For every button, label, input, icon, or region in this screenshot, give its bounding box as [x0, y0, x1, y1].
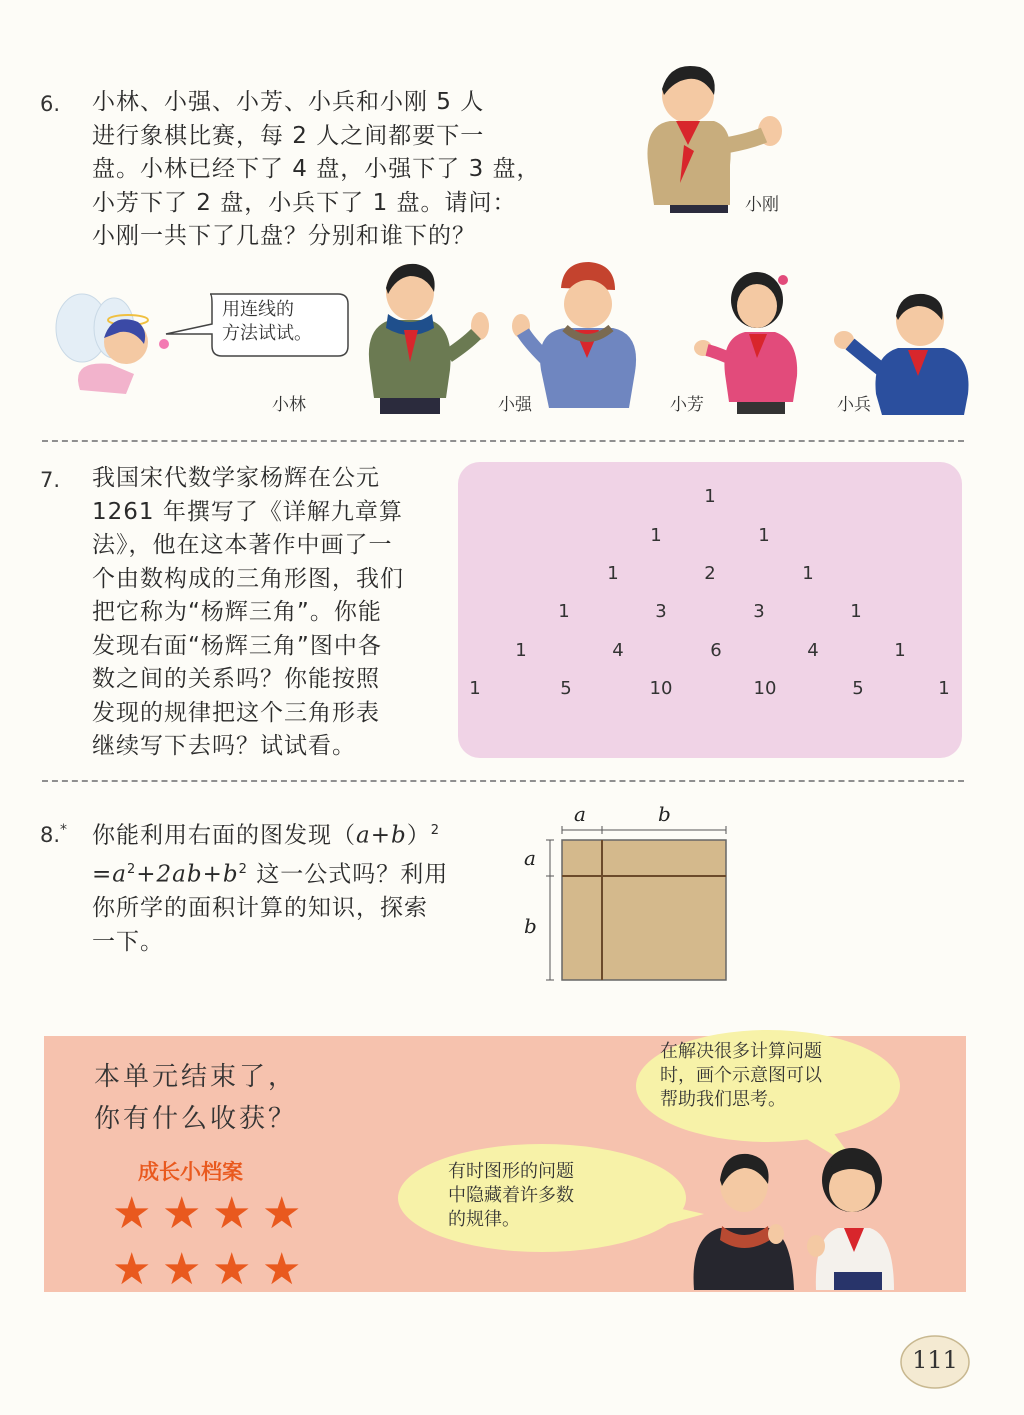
- triangle-number: 1: [607, 563, 619, 584]
- summary-title-line: 你有什么收获？: [94, 1104, 298, 1134]
- star-icon: ★: [262, 1244, 302, 1295]
- triangle-number: 1: [758, 525, 770, 546]
- question-8-number: [40, 822, 67, 847]
- triangle-number: 1: [650, 525, 662, 546]
- q6-line: 小芳下了 2 盘，小兵下了 1 盘。请问：: [92, 189, 517, 216]
- bubble-line: 有时图形的问题: [448, 1161, 574, 1182]
- triangle-number: 5: [560, 678, 572, 699]
- question-7-text: [92, 462, 404, 764]
- q7-line: 发现的规律把这个三角形表: [92, 699, 380, 726]
- q8-text-part: ）: [406, 822, 431, 849]
- triangle-number: 3: [655, 601, 667, 622]
- q8-line-2: [92, 853, 448, 892]
- question-8-text: [92, 814, 448, 959]
- diagram-label-left-a: a: [524, 846, 536, 870]
- q8-text-part: 这一公式吗？利用: [247, 861, 449, 888]
- q8-line-3: 你所学的面积计算的知识，探索: [92, 895, 428, 922]
- bubble-line: 的规律。: [448, 1209, 520, 1230]
- q8-expression: a+b: [356, 822, 407, 849]
- q8-line-4: 一下。: [92, 928, 164, 955]
- q7-line: 继续写下去吗？试试看。: [92, 733, 356, 759]
- hint-bubble-text: [222, 298, 312, 346]
- triangle-number: 1: [558, 601, 570, 622]
- q6-line: 小刚一共下了几盘？分别和谁下的？: [92, 223, 476, 249]
- star-icon: ★: [112, 1188, 152, 1239]
- speech-bubble-left-text: [448, 1160, 574, 1232]
- q7-line: 数之间的关系吗？你能按照: [92, 666, 380, 692]
- name-label-xiaolin: 小林: [272, 395, 306, 415]
- triangle-number: 3: [753, 601, 765, 622]
- q8-formula-part: =a: [92, 861, 127, 888]
- q7-line: 把它称为“杨辉三角”。你能: [92, 599, 382, 625]
- star-icon: ★: [212, 1244, 252, 1295]
- yanghui-triangle-panel: [458, 462, 962, 758]
- hint-line: 方法试试。: [222, 323, 312, 344]
- page-number: 111: [912, 1346, 958, 1374]
- triangle-number: 6: [710, 640, 722, 661]
- q6-line: 小林、小强、小芳、小兵和小刚 5 人: [92, 89, 485, 115]
- triangle-number: 5: [852, 678, 864, 699]
- q8-exponent: 2: [430, 823, 440, 838]
- triangle-number: 1: [469, 678, 481, 699]
- q7-line: 法》，他在这本著作中画了一: [92, 532, 393, 558]
- question-7-number: 7.: [40, 468, 61, 492]
- q6-line: 盘。小林已经下了 4 盘，小强下了 3 盘，: [92, 156, 541, 182]
- q8-text-part: 你能利用右面的图发现（: [92, 822, 356, 849]
- triangle-number: 4: [807, 640, 819, 661]
- divider-1: [42, 440, 964, 442]
- fairy-illustration: [30, 290, 175, 405]
- q7-line: 发现右面“杨辉三角”图中各: [92, 632, 382, 659]
- q7-line: 1261 年撰写了《详解九章算: [92, 498, 403, 525]
- summary-title-line: 本单元结束了，: [94, 1062, 298, 1092]
- star-icon: ★: [162, 1188, 202, 1239]
- bubble-line: 时，画个示意图可以: [660, 1065, 822, 1086]
- name-label-xiaofang: 小芳: [670, 395, 704, 415]
- xiaofang-illustration: [685, 262, 815, 417]
- bubble-line: 帮助我们思考。: [660, 1089, 786, 1110]
- name-label-xiaogang: 小刚: [745, 195, 779, 215]
- diagram-label-top-a: a: [574, 802, 586, 826]
- triangle-number: 1: [515, 640, 527, 661]
- q8-formula-part: +2ab+b: [136, 861, 239, 888]
- q7-line: 个由数构成的三角形图，我们: [92, 565, 404, 592]
- star-icon: ★: [212, 1188, 252, 1239]
- divider-2: [42, 780, 964, 782]
- q8-exponent: 2: [238, 862, 248, 878]
- area-square-diagram: [510, 800, 740, 990]
- triangle-number: 2: [704, 563, 716, 584]
- diagram-label-left-b: b: [524, 914, 537, 938]
- question-6-number: 6.: [40, 92, 61, 116]
- triangle-number: 4: [612, 640, 624, 661]
- two-children-illustration: [684, 1140, 914, 1292]
- star-icon: ★: [112, 1244, 152, 1295]
- triangle-number: 1: [938, 678, 950, 699]
- bubble-line: 在解决很多计算问题: [660, 1041, 822, 1062]
- q8-line-1: [92, 814, 448, 853]
- question-6-text: [92, 86, 541, 254]
- triangle-number: 10: [753, 678, 777, 699]
- triangle-number: 1: [704, 486, 716, 507]
- name-label-xiaoqiang: 小强: [498, 395, 532, 415]
- triangle-number: 1: [894, 640, 906, 661]
- xiaolin-illustration: [330, 258, 490, 418]
- q8-star-mark: *: [60, 822, 68, 838]
- summary-title: [94, 1056, 297, 1140]
- diagram-label-top-b: b: [658, 802, 671, 826]
- triangle-number: 10: [649, 678, 673, 699]
- star-icon: ★: [262, 1188, 302, 1239]
- name-label-xiaobing: 小兵: [837, 395, 871, 415]
- q8-exponent: 2: [126, 862, 137, 878]
- q8-number-text: 8.: [40, 823, 61, 847]
- growth-archive-label: 成长小档案: [138, 1160, 243, 1184]
- speech-bubble-right-text: [660, 1040, 822, 1112]
- hint-line: 用连线的: [222, 299, 294, 320]
- q6-line: 进行象棋比赛，每 2 人之间都要下一: [92, 122, 485, 149]
- star-icon: ★: [162, 1244, 202, 1295]
- triangle-number: 1: [802, 563, 814, 584]
- triangle-number: 1: [850, 601, 862, 622]
- bubble-line: 中隐藏着许多数: [448, 1185, 574, 1206]
- q7-line: 我国宋代数学家杨辉在公元: [92, 465, 380, 491]
